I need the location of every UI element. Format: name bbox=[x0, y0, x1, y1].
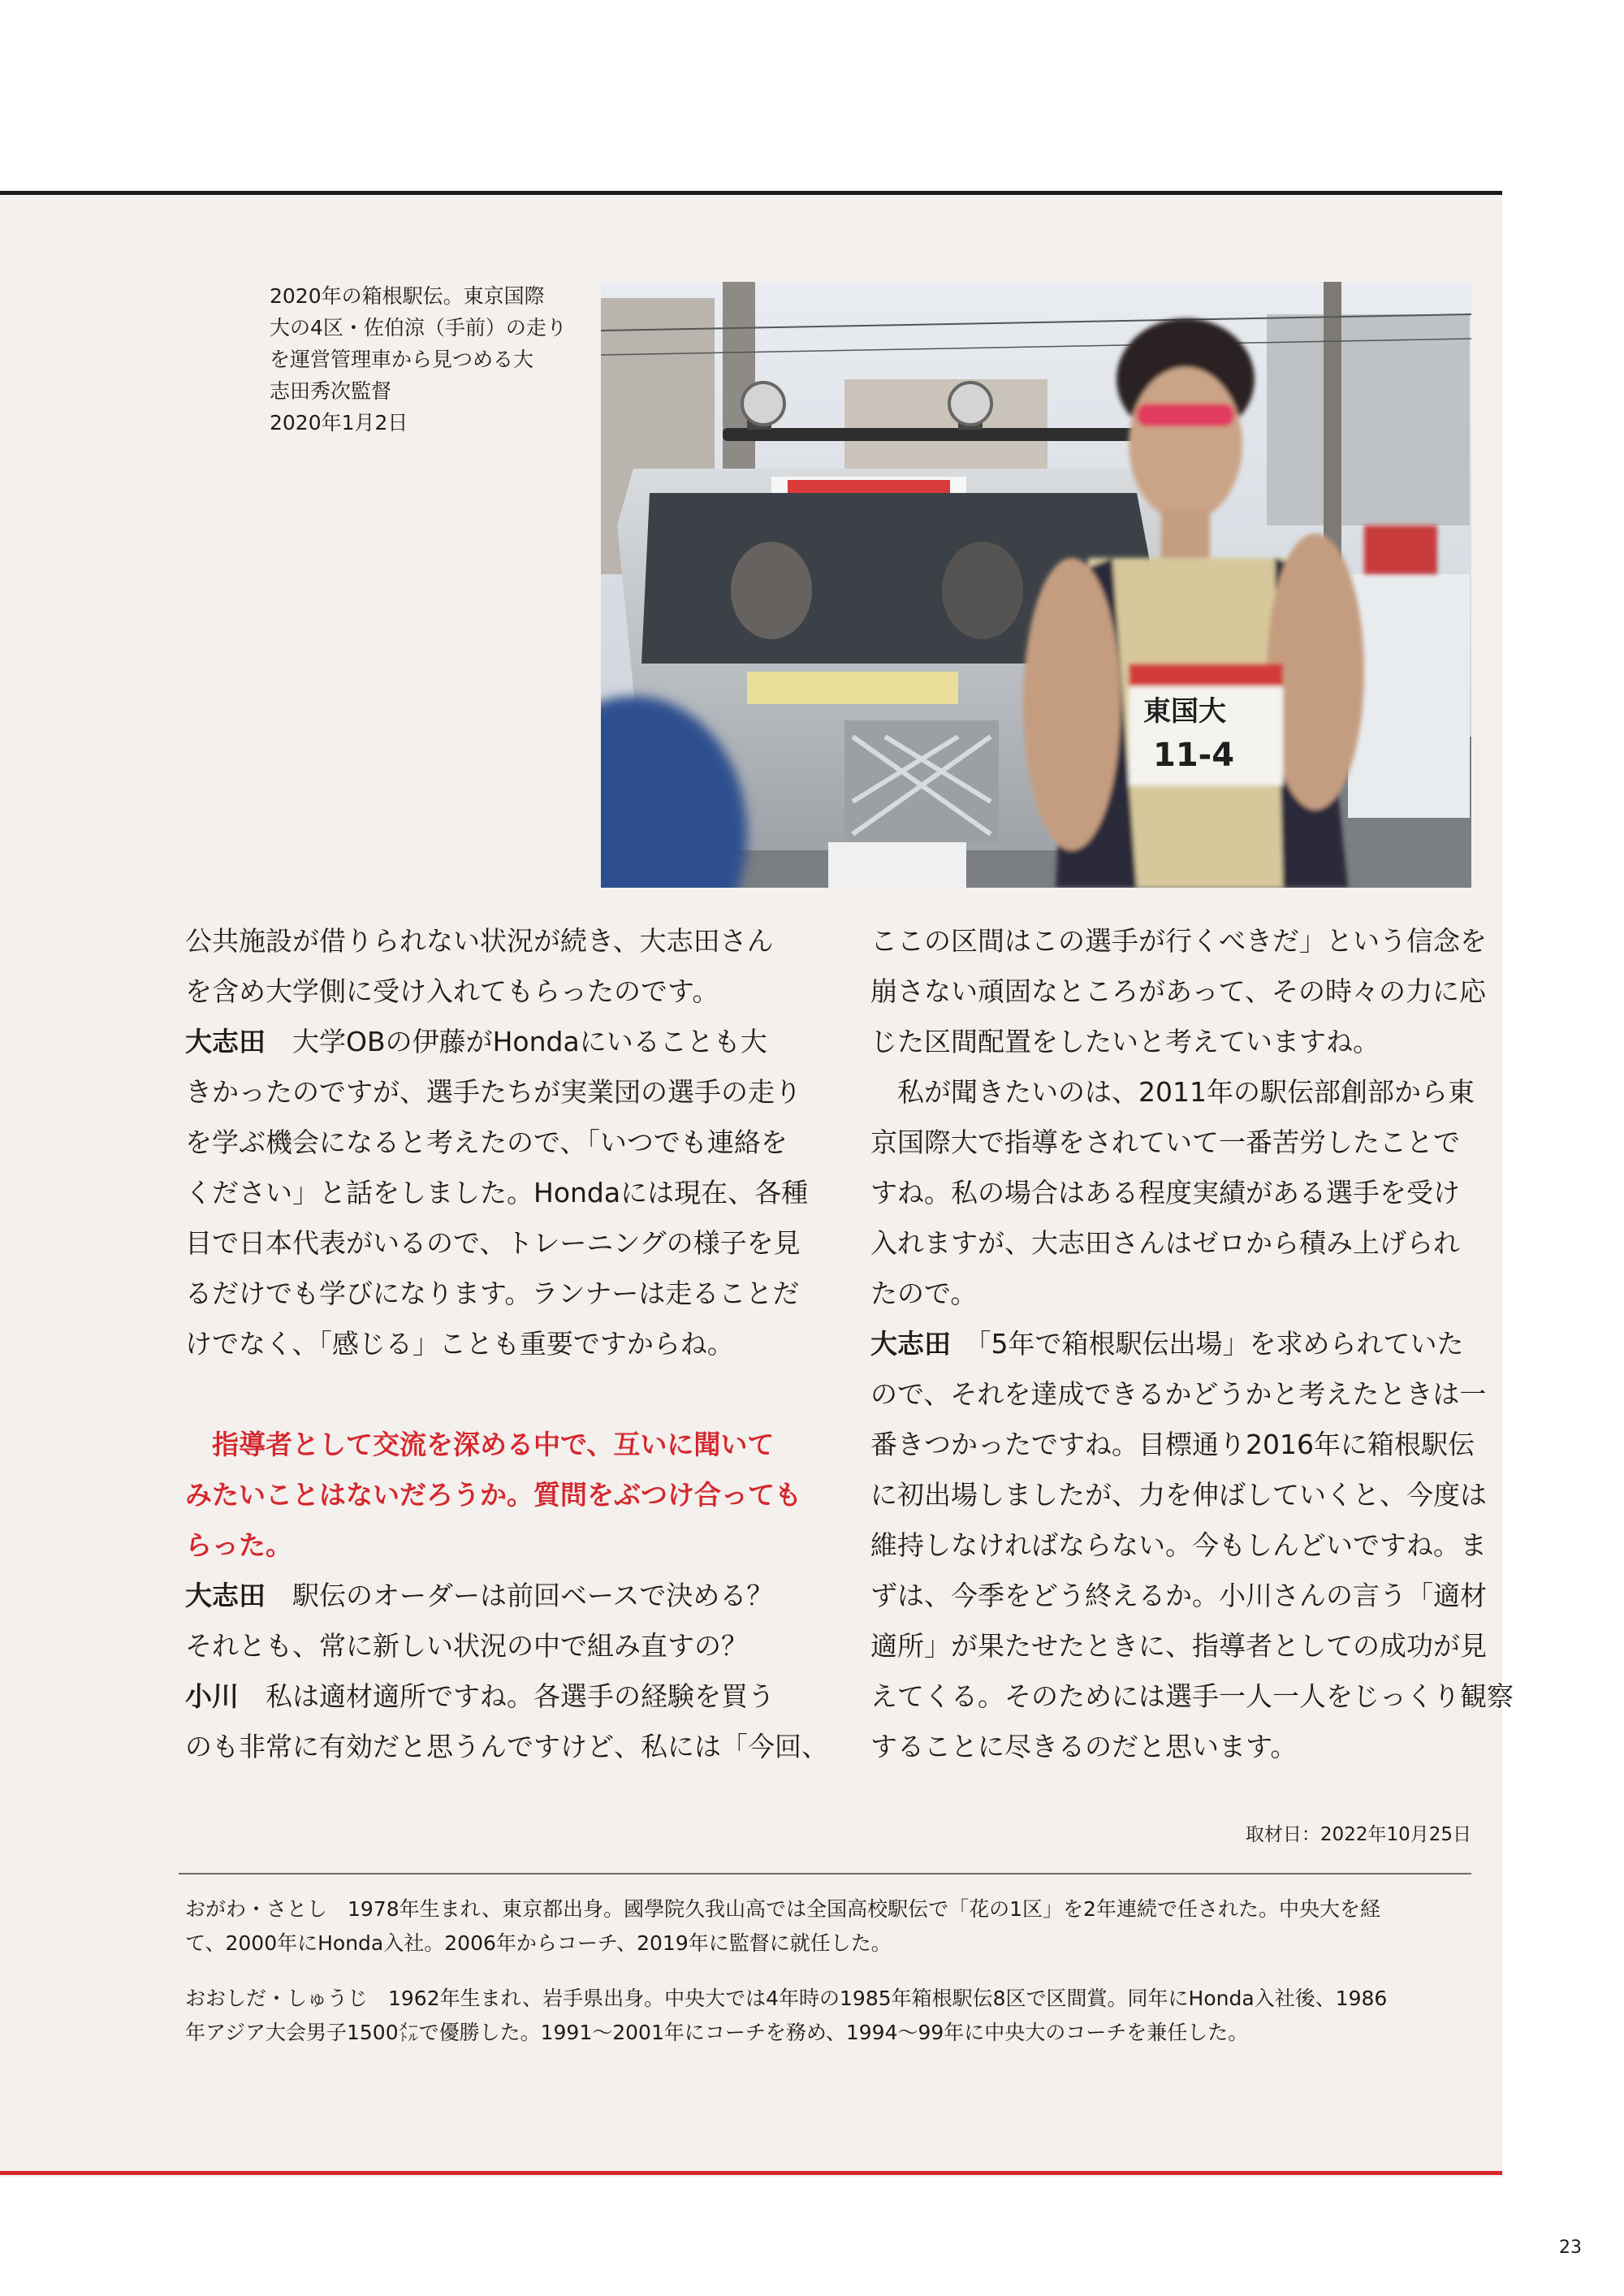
text-line-body: 私は適材適所ですね。各選手の経験を買う bbox=[266, 1680, 775, 1712]
bio-line: おおしだ・しゅうじ 1962年生まれ、岩手県出身。中央大では4年時の1985年箱根駅伝8区で区間賞。同年にHonda入社後、1986 bbox=[185, 1987, 1388, 2010]
caption-line: を運営管理車から見つめる大 bbox=[270, 348, 534, 371]
page-number: 23 bbox=[1559, 2238, 1582, 2258]
bio-ogawa bbox=[185, 1892, 1484, 1961]
text-line: えてくる。そのためには選手一人一人をじっくり観察 bbox=[870, 1680, 1514, 1712]
bio-line: おがわ・さとし 1978年生まれ、東京都出身。國學院久我山高では全国高校駅伝で「花の1区」を2年連続で任された。中央大を経 bbox=[185, 1897, 1380, 1921]
text-line: それとも、常に新しい状況の中で組み直すの？ bbox=[185, 1630, 748, 1662]
text-line: けでなく、「感じる」ことも重要ですからね。 bbox=[185, 1328, 734, 1360]
text-line-body: 駅伝のオーダーは前回ベースで決める？ bbox=[292, 1580, 774, 1611]
text-line: ので、それを達成できるかどうかと考えたときは一 bbox=[870, 1378, 1487, 1410]
caption-line: 2020年の箱根駅伝。東京国際 bbox=[270, 284, 545, 308]
text-line: を学ぶ機会になると考えたので、「いつでも連絡を bbox=[185, 1126, 788, 1158]
text-line-body: 私が聞きたいのは、2011年の駅伝部創部から東 bbox=[897, 1076, 1475, 1108]
question-line: みたいことはないだろうか。質問をぶつけ合っても bbox=[185, 1479, 801, 1511]
text-line: ずは、今季をどう終えるか。小川さんの言う「適材 bbox=[870, 1580, 1487, 1611]
question-line bbox=[185, 1420, 810, 1470]
text-line: のも非常に有効だと思うんですけど、私には「今回、 bbox=[185, 1731, 828, 1762]
text-line bbox=[185, 1671, 810, 1722]
spacer bbox=[185, 1369, 810, 1420]
bottom-rule bbox=[0, 2171, 1502, 2175]
speaker-name: 大志田 bbox=[870, 1328, 951, 1360]
text-line bbox=[870, 1319, 1496, 1369]
speaker-name: 大志田 bbox=[185, 1026, 266, 1057]
text-line: きかったのですが、選手たちが実業団の選手の走り bbox=[185, 1076, 801, 1108]
caption-line: 大の4区・佐伯涼（手前）の走り bbox=[270, 316, 567, 339]
text-line: 適所」が果たせたときに、指導者としての成功が見 bbox=[870, 1630, 1487, 1662]
text-line: ここの区間はこの選手が行くべきだ」という信念を bbox=[870, 925, 1487, 957]
text-line: に初出場しましたが、力を伸ばしていくと、今度は bbox=[870, 1479, 1487, 1511]
text-line: することに尽きるのだと思います。 bbox=[870, 1731, 1298, 1762]
bio-divider bbox=[179, 1873, 1471, 1874]
text-line bbox=[185, 1571, 810, 1621]
top-rule bbox=[0, 191, 1502, 195]
text-line: 京国際大で指導をされていて一番苦労したことで bbox=[870, 1126, 1460, 1158]
text-line: 崩さない頑固なところがあって、その時々の力に応 bbox=[870, 975, 1487, 1007]
text-line: 公共施設が借りられない状況が続き、大志田さん bbox=[185, 925, 774, 957]
text-line: ください」と話をしました。Hondaには現在、各種 bbox=[185, 1177, 809, 1209]
bib-number: 11-4 bbox=[1153, 737, 1235, 774]
left-column bbox=[185, 916, 828, 1772]
text-line: るだけでも学びになります。ランナーは走ることだ bbox=[185, 1278, 800, 1309]
speaker-name: 小川 bbox=[185, 1680, 239, 1712]
bio-line: て、2000年にHonda入社。2006年からコーチ、2019年に監督に就任した。 bbox=[185, 1931, 892, 1955]
text-line: 目で日本代表がいるので、トレーニングの様子を見 bbox=[185, 1227, 801, 1259]
text-line: 入れますが、大志田さんはゼロから積み上げられ bbox=[870, 1227, 1460, 1259]
caption-line: 2020年1月2日 bbox=[270, 411, 408, 435]
bio-oshida bbox=[185, 1982, 1484, 2050]
interview-date: 取材日：2022年10月25日 bbox=[1245, 1824, 1471, 1845]
text-line bbox=[870, 1067, 1496, 1118]
text-line: じた区間配置をしたいと考えていますね。 bbox=[870, 1026, 1380, 1057]
text-line: 維持しなければならない。今もしんどいですね。ま bbox=[870, 1529, 1487, 1561]
bio-line: 年アジア大会男子1500㍍で優勝した。1991〜2001年にコーチを務め、1994〜99年に中央大のコーチを兼任した。 bbox=[185, 2021, 1249, 2044]
text-line-body: 「5年で箱根駅伝出場」を求められていた bbox=[978, 1328, 1464, 1360]
text-line: たので。 bbox=[870, 1278, 978, 1309]
speaker-name: 大志田 bbox=[185, 1580, 266, 1611]
text-line bbox=[185, 1017, 810, 1067]
text-line-body: 大学OBの伊藤がHondaにいることも大 bbox=[292, 1026, 767, 1057]
right-column bbox=[870, 916, 1514, 1772]
bib-label: 東国大 bbox=[1143, 695, 1226, 728]
photo-caption bbox=[270, 280, 586, 439]
question-text: 指導者として交流を深める中で、互いに聞いて bbox=[212, 1429, 775, 1460]
text-line: を含め大学側に受け入れてもらったのです。 bbox=[185, 975, 719, 1007]
text-line: 番きつかったですね。目標通り2016年に箱根駅伝 bbox=[870, 1429, 1475, 1460]
question-line: らった。 bbox=[185, 1529, 292, 1561]
race-photo bbox=[601, 282, 1471, 888]
text-line: すね。私の場合はある程度実績がある選手を受け bbox=[870, 1177, 1460, 1209]
caption-line: 志田秀次監督 bbox=[270, 379, 392, 403]
